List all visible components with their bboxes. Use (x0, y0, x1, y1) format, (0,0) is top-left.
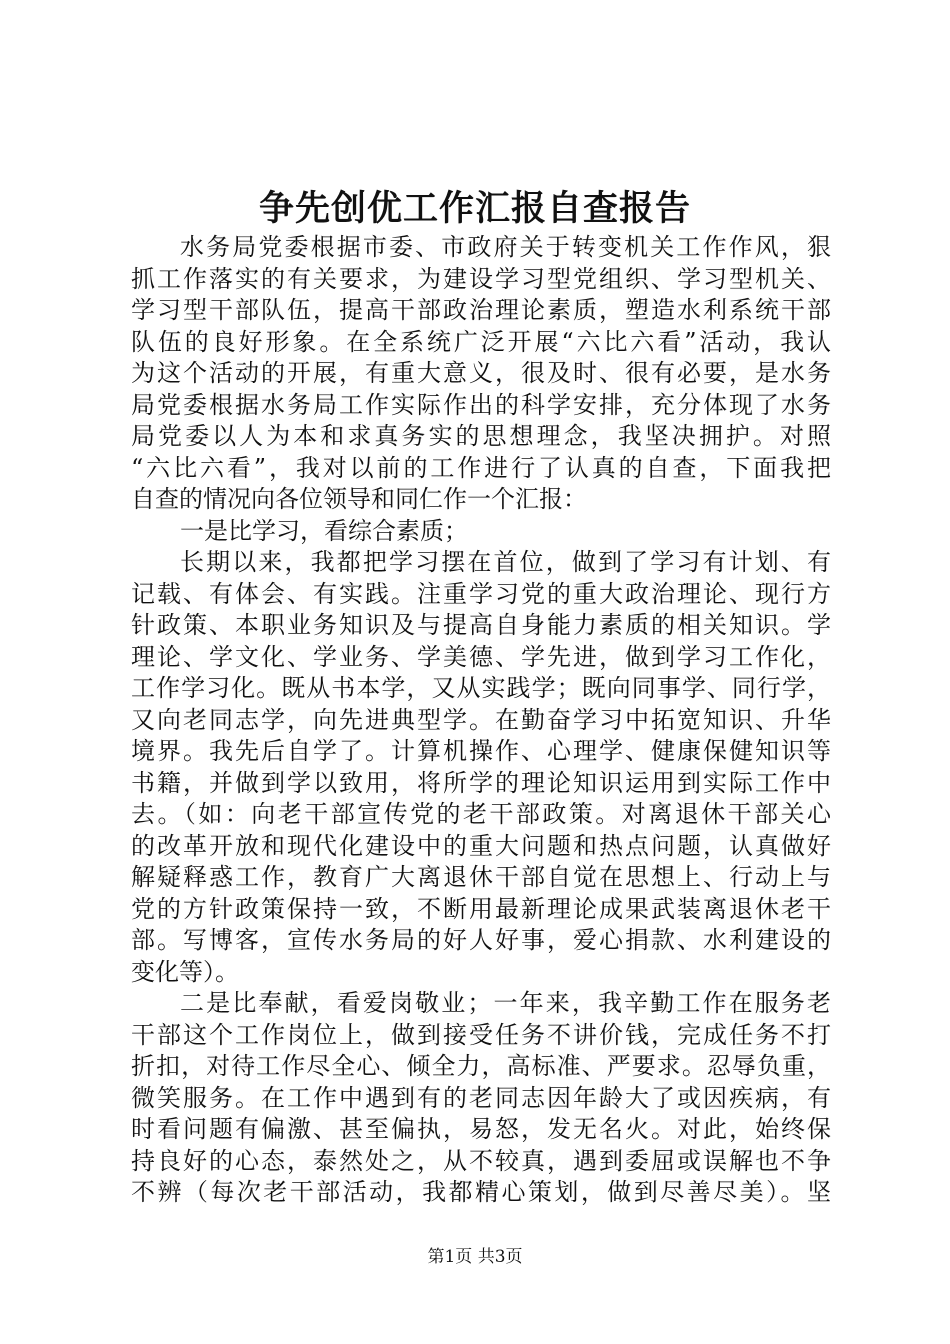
text-line: 变化等）。 (131, 957, 239, 986)
text-line: 去。（如：向老干部宣传党的老干部政策。对离退休干部关心 (131, 800, 831, 828)
text-line: 又向老同志学，向先进典型学。在勤奋学习中拓宽知识、升华 (131, 705, 831, 734)
text-line: 记载、有体会、有实践。注重学习党的重大政治理论、现行方 (131, 579, 831, 608)
text-line: 局党委以人为本和求真务实的思想理念，我坚决拥护。对照 (131, 422, 831, 450)
text-line: 为这个活动的开展，有重大意义，很及时、很有必要，是水务 (131, 359, 831, 387)
text-line: 境界。我先后自学了。计算机操作、心理学、健康保健知识等 (131, 737, 831, 765)
text-line: 长期以来，我都把学习摆在首位，做到了学习有计划、有 (180, 548, 831, 576)
text-line: 持良好的心态，泰然处之，从不较真，遇到委屈或误解也不争 (131, 1146, 831, 1175)
text-line: 不辨（每次老干部活动，我都精心策划，做到尽善尽美）。坚 (131, 1178, 831, 1206)
text-line: 微笑服务。在工作中遇到有的老同志因年龄大了或因疾病，有 (131, 1083, 831, 1112)
text-line: 干部这个工作岗位上，做到接受任务不讲价钱，完成任务不打 (131, 1020, 831, 1049)
text-line: 的改革开放和现代化建设中的重大问题和热点问题，认真做好 (131, 831, 831, 860)
text-line: “六比六看”，我对以前的工作进行了认真的自查，下面我把 (131, 453, 831, 482)
text-line: 二是比奉献，看爱岗敬业；一年来，我辛勤工作在服务老 (180, 989, 831, 1017)
text-line: 折扣，对待工作尽全心、倾全力，高标准、严要求。忍辱负重， (131, 1052, 831, 1080)
document-body (131, 232, 831, 1209)
text-line: 时看问题有偏激、甚至偏执，易怒，发无名火。对此，始终保 (131, 1115, 831, 1143)
text-line: 队伍的良好形象。在全系统广泛开展“六比六看”活动，我认 (131, 327, 831, 356)
section-heading: 一是比学习，看综合素质； (180, 516, 468, 545)
text-line: 党的方针政策保持一致，不断用最新理论成果武装离退休老干 (131, 894, 831, 923)
text-line: 解疑释惑工作，教育广大离退休干部自觉在思想上、行动上与 (131, 863, 831, 891)
text-line: 理论、学文化、学业务、学美德、学先进，做到学习工作化， (131, 642, 831, 671)
text-line: 针政策、本职业务知识及与提高自身能力素质的相关知识。学 (131, 611, 831, 639)
text-line: 水务局党委根据市委、市政府关于转变机关工作作风，狠 (180, 233, 831, 261)
text-line: 工作学习化。既从书本学，又从实践学；既向同事学、同行学， (131, 674, 831, 702)
text-line: 抓工作落实的有关要求，为建设学习型党组织、学习型机关、 (131, 264, 831, 293)
text-line: 书籍，并做到学以致用，将所学的理论知识运用到实际工作中 (131, 768, 831, 797)
page-number: 第1页 共3页 (427, 1247, 523, 1267)
text-line: 局党委根据水务局工作实际作出的科学安排，充分体现了水务 (131, 390, 831, 419)
text-line: 部。写博客，宣传水务局的好人好事，爱心捐款、水利建设的 (131, 926, 831, 954)
text-line: 学习型干部队伍，提高干部政治理论素质，塑造水利系统干部 (131, 296, 831, 324)
text-line: 自查的情况向各位领导和同仁作一个汇报： (131, 485, 587, 513)
document-title: 争先创优工作汇报自查报告 (258, 188, 691, 229)
